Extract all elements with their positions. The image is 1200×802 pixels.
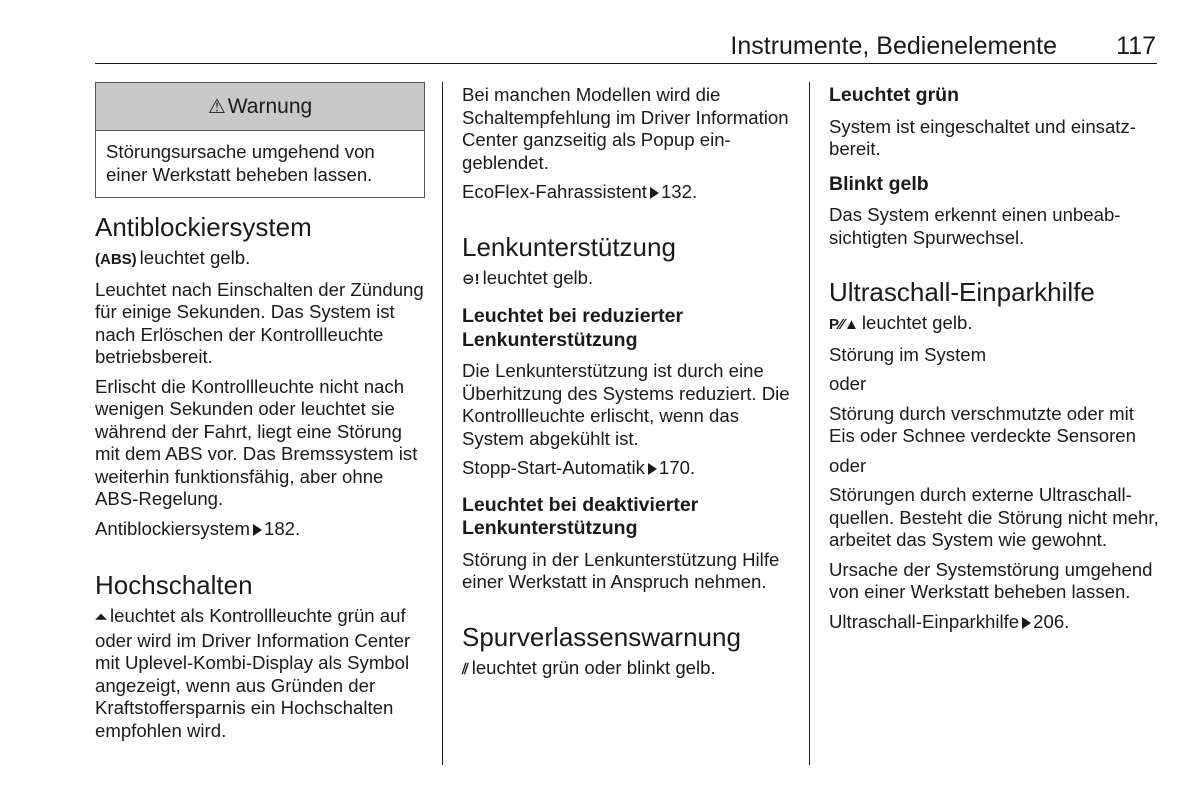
shift-up-icon: ⏶ [95,609,108,626]
lane-icon-line: ⫽ leuchtet grün oder blinkt gelb. [462,656,716,678]
shift-popup-paragraph: Bei manchen Modellen wird die Schaltempfehlung im Driver Information Center ganzseitig als Popup eingeblendet. [462,84,789,173]
park-cross-reference[interactable]: Ultraschall-Einparkhilfe 206. [829,610,1070,632]
heading-park-assist: Ultraschall-Einparkhilfe [829,277,1095,307]
steering-wheel-warning-icon: ⊖! [462,270,480,288]
header-rule [95,63,1157,64]
steering-paragraph-2: Störung in der Lenkunterstützung Hilfe einer Werkstatt in Anspruch nehmen. [462,548,780,592]
heading-abs: Antiblockiersystem [95,212,312,242]
heading-lane-departure: Spurverlassenswarnung [462,621,741,652]
warning-box [95,82,425,198]
heading-steering: Lenkunterstützung [462,231,676,262]
park-icon-line: P⁄⁄▲ leuchtet gelb. [829,312,973,333]
column-2 [462,84,792,688]
running-header-title: Instrumente, Bedienelemente [730,32,1057,60]
steering-icon-line: ⊖! leuchtet gelb. [462,266,594,288]
steering-paragraph-1: Die Lenkunterstützung ist durch eine Überhitzung des Systems reduziert. Die Kontrollleuchte erlischt, wenn das System abgekühlt ist. [462,360,790,449]
page-ref-arrow-icon [253,524,262,536]
lights-green-paragraph: System ist eingeschaltet und einsatzbereit. [829,115,1136,159]
blinks-yellow-paragraph: Das System erkennt einen unbeabsichtigten Spurwechsel. [829,204,1121,248]
park-paragraph-4: Ursache der Systemstörung umgehend von einer Werkstatt beheben lassen. [829,558,1153,602]
abs-paragraph-1: Leuchtet nach Einschalten der Zündung für einige Sekunden. Das System ist nach Erlöschen der Kontrollleuchte betriebsbereit. [95,278,424,367]
page-ref-arrow-icon [650,187,659,199]
abs-cross-reference[interactable]: Antiblockiersystem 182. [95,517,301,539]
shift-paragraph: ⏶ leuchtet als Kontrollleuchte grün auf oder wird im Driver Information Center mit Uplevel-Kombi-Display als Symbol angezeigt, wenn aus Gründen der Kraftstoffersparnis ein Hochschalten empfohlen wird. [95,605,411,741]
subheading-reduced-steering: Leuchtet bei reduzierter Lenkunterstützung [462,305,684,351]
warning-triangle-icon: ⚠ [207,96,226,118]
park-paragraph-3: Störungen durch externe Ultraschallquellen. Besteht die Störung nicht mehr, arbeitet das System wie gewohnt. [829,484,1159,550]
park-assist-icon: P⁄⁄▲ [829,316,859,333]
abs-paragraph-2: Erlischt die Kontrollleuchte nicht nach wenigen Sekunden oder leuchtet sie während der Fahrt, liegt eine Störung mit dem ABS vor. Das Bremssystem ist weiterhin funktionsfähig, aber ohne ABS-Regelung. [95,375,418,509]
page-ref-arrow-icon [648,463,657,475]
park-paragraph-1: Störung im System [829,343,987,365]
column-divider-1 [442,82,443,765]
column-divider-2 [809,82,810,765]
warning-title: Warnung [227,95,313,118]
lane-departure-icon: ⫽ [462,660,469,678]
warning-text: Störungsursache umgehend von einer Werkstatt beheben lassen. [106,141,375,185]
column-3 [829,84,1164,640]
ecoflex-cross-reference[interactable]: EcoFlex-Fahrassistent 132. [462,181,698,202]
subheading-lights-green: Leuchtet grün [829,84,959,106]
heading-shift: Hochschalten [95,570,253,600]
abs-warning-light-icon: (ABS) [95,251,137,268]
abs-icon-line: (ABS) leuchtet gelb. [95,247,251,268]
park-paragraph-2: Störung durch verschmutzte oder mit Eis oder Schnee verdeckte Sensoren [829,402,1136,446]
park-or-1: oder [829,373,867,394]
page-number: 117 [1116,32,1156,60]
subheading-deactivated-steering: Leuchtet bei deaktivierter Lenkunterstützung [462,493,699,539]
page-ref-arrow-icon [1022,617,1031,629]
subheading-blinks-yellow: Blinkt gelb [829,172,929,195]
park-or-2: oder [829,454,867,476]
warning-header [96,83,424,131]
column-1 [95,82,425,749]
stopstart-cross-reference[interactable]: Stopp-Start-Automatik 170. [462,457,696,478]
